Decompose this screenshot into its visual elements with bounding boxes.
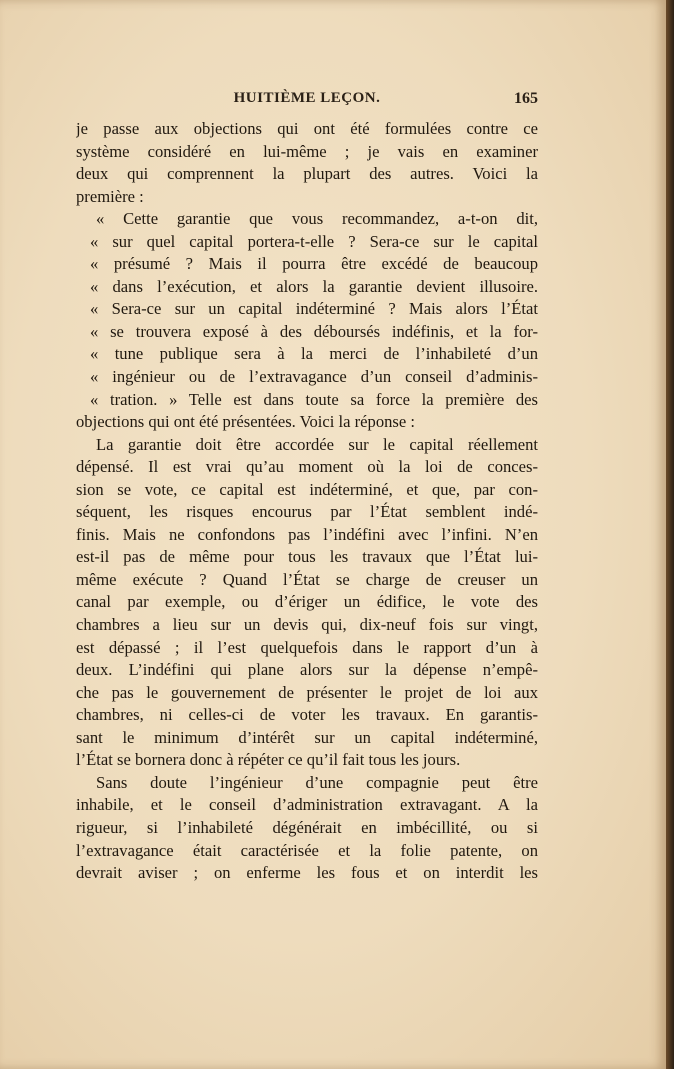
page-number: 165 [514, 90, 538, 107]
quote-line: « Sera-ce sur un capital indéterminé ? Mais alors l’État [90, 299, 538, 319]
quote-line: « tration. » Telle est dans toute sa force la première des [90, 389, 538, 409]
text-line: dépensé. Il est vrai qu’au moment où la loi de conces- [76, 457, 538, 477]
text-line: finis. Mais ne confondons pas l’indéfini avec l’infini. N’en [76, 524, 538, 544]
running-title: HUITIÈME LEÇON. [233, 90, 381, 106]
quote-line: « sur quel capital portera-t-elle ? Sera-ce sur le capital [90, 231, 538, 251]
text-line: séquent, les risques encourus par l’État semblent indé- [76, 502, 538, 522]
text-line: est dépassé ; il l’est quelquefois dans le rapport d’un à [76, 637, 538, 657]
text-line: première : [76, 186, 144, 206]
text-line: objections qui ont été présentées. Voici la réponse : [76, 412, 416, 432]
text-line: deux qui comprennent la plupart des autres. Voici la [76, 164, 538, 184]
text-line: système considéré en lui-même ; je vais en examiner [76, 141, 538, 161]
quote-line: « ingénieur ou de l’extravagance d’un conseil d’adminis- [90, 367, 538, 387]
text-line: Sans doute l’ingénieur d’une compagnie peut être [96, 772, 538, 792]
book-spine-edge [666, 0, 674, 1069]
text-line: je passe aux objections qui ont été formulées contre ce [76, 119, 538, 138]
text-line: même exécute ? Quand l’État se charge de creuser un [76, 569, 538, 589]
text-line: che pas le gouvernement de présenter le projet de loi aux [76, 682, 538, 702]
page-header [76, 90, 538, 116]
text-line: sant le minimum d’intérêt sur un capital indéterminé, [76, 727, 538, 747]
text-line: est-il pas de même pour tous les travaux que l’État lui- [76, 547, 538, 567]
text-line: devrait aviser ; on enferme les fous et on interdit les [76, 863, 538, 883]
quote-line: « Cette garantie que vous recommandez, a-t-on dit, [96, 209, 538, 229]
text-line: canal par exemple, ou d’ériger un édifice, le vote des [76, 592, 538, 612]
quote-line: « se trouvera exposé à des déboursés indéfinis, et la for- [90, 321, 538, 341]
quote-line: « dans l’exécution, et alors la garantie devient illusoire. [90, 276, 538, 296]
text-line: La garantie doit être accordée sur le capital réellement [96, 434, 538, 454]
text-line: chambres a lieu sur un devis qui, dix-neuf fois sur vingt, [76, 615, 538, 635]
text-line: l’extravagance était caractérisée et la folie patente, on [76, 840, 538, 860]
text-line: sion se vote, ce capital est indéterminé, et que, par con- [76, 479, 538, 499]
quote-line: « tune publique sera à la merci de l’inhabileté d’un [90, 344, 538, 364]
text-line: rigueur, si l’inhabileté dégénérait en imbécillité, ou si [76, 817, 538, 837]
text-line: inhabile, et le conseil d’administration extravagant. A la [76, 795, 538, 815]
text-line: l’État se bornera donc à répéter ce qu’il fait tous les jours. [76, 750, 461, 770]
text-line: deux. L’indéfini qui plane alors sur la dépense n’empê- [76, 660, 538, 680]
quote-line: « présumé ? Mais il pourra être excédé de beaucoup [90, 254, 538, 274]
body-text [76, 118, 538, 885]
text-line: chambres, ni celles-ci de voter les travaux. En garantis- [76, 705, 538, 725]
